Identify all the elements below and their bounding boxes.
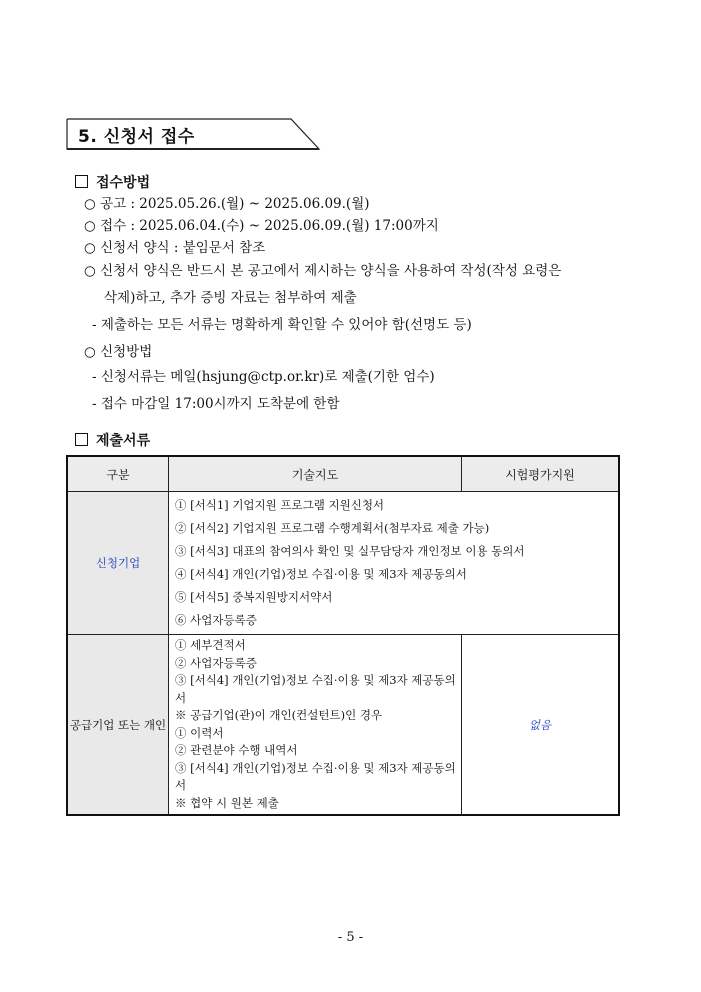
list-item: ② 관련분야 수행 내역서 [175, 743, 298, 757]
page-number: - 5 - [337, 930, 364, 945]
section-title: 5. 신청서 접수 [78, 127, 195, 147]
list-item: ① [서식1] 기업지원 프로그램 지원신청서 [175, 498, 385, 512]
list-item: ① 세부견적서 [175, 638, 246, 652]
method-line: ○ 접수 : 2025.06.04.(수) ~ 2025.06.09.(월) 17:00까지 [84, 218, 439, 234]
list-item: ③ [서식4] 개인(기업)정보 수집·이용 및 제3자 제공동의서 [175, 760, 456, 792]
method-line: ○ 신청서 양식 : 붙임문서 참조 [84, 240, 266, 256]
list-item: ※ 공급기업(관)이 개인(컨설턴트)인 경우 [175, 708, 383, 722]
list-item: ③ [서식4] 개인(기업)정보 수집·이용 및 제3자 제공동의서 [175, 673, 456, 705]
row-items [169, 635, 462, 816]
col-header-category: 구분 [67, 456, 169, 492]
list-item: ※ 협약 시 원본 제출 [175, 795, 279, 810]
col-header-test: 시험평가지원 [462, 456, 620, 492]
col-header-technical: 기술지도 [169, 456, 462, 492]
table-header-row [67, 456, 619, 492]
method-line: - 접수 마감일 17:00시까지 도착분에 한함 [92, 396, 340, 412]
table-row [67, 492, 619, 635]
method-line: ○ 신청방법 [84, 344, 153, 360]
list-item: ② [서식2] 기업지원 프로그램 수행계획서(첨부자료 제출 가능) [175, 521, 490, 535]
documents-table [66, 455, 620, 816]
method-line: ○ 신청서 양식은 반드시 본 공고에서 제시하는 양식을 사용하여 작성(작성 요령은 [84, 263, 562, 279]
row-items [169, 492, 620, 635]
method-line: - 신청서류는 메일(hsjung@ctp.or.kr)로 제출(기한 엄수) [92, 369, 435, 385]
list-item: ④ [서식4] 개인(기업)정보 수집·이용 및 제3자 제공동의서 [175, 567, 467, 581]
square-bullet-icon [75, 175, 88, 188]
test-support-value: 없음 [462, 635, 620, 816]
section-header [66, 118, 320, 150]
method-heading: 접수방법 [75, 172, 150, 192]
method-line: ○ 공고 : 2025.05.26.(월) ~ 2025.06.09.(월) [84, 196, 370, 212]
method-line: - 제출하는 모든 서류는 명확하게 확인할 수 있어야 함(선명도 등) [92, 317, 472, 333]
table-row [67, 635, 619, 816]
docs-heading: 제출서류 [75, 430, 150, 450]
list-item: ② 사업자등록증 [175, 655, 257, 670]
row-category: 신청기업 [67, 492, 169, 635]
row-category: 공급기업 또는 개인 [67, 635, 169, 816]
method-line: 삭제)하고, 추가 증빙 자료는 첨부하여 제출 [104, 290, 357, 306]
list-item: ① 이력서 [175, 725, 224, 740]
list-item: ⑥ 사업자등록증 [175, 613, 257, 627]
list-item: ③ [서식3] 대표의 참여의사 확인 및 실무담당자 개인정보 이용 동의서 [175, 544, 525, 558]
square-bullet-icon [75, 433, 88, 446]
list-item: ⑤ [서식5] 중복지원방지서약서 [175, 590, 333, 604]
